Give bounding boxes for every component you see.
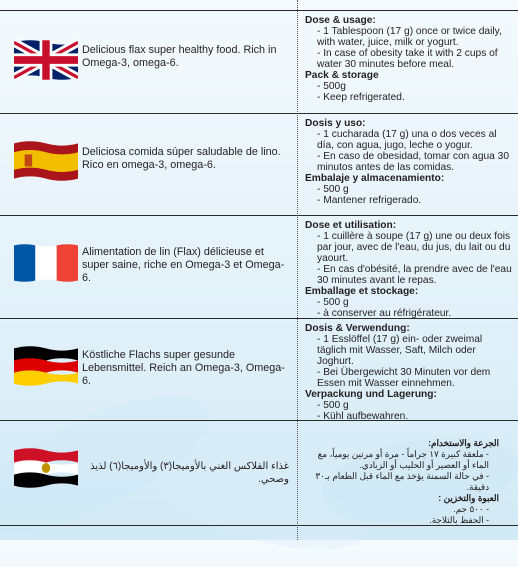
pack-title: Pack & storage xyxy=(305,70,379,81)
usage-info-de xyxy=(305,323,513,422)
tagline-es: Deliciosa comida súper saludable de lino. Rico en omega-3, omega-6. xyxy=(82,146,281,171)
pack-item: - 500 g xyxy=(317,297,349,308)
pack-item: - 500 g xyxy=(317,184,349,195)
row-divider xyxy=(0,113,518,114)
tagline-ar: غذاء الفلاكس الغني بالأوميجا(٣) والأوميجا(٦) لذيذ وصحي. xyxy=(90,461,289,485)
usage-info-ar xyxy=(303,438,499,526)
dose-item: - 1 Tablespoon (17 g) once or twice daily, with water, juice, milk or yogurt. xyxy=(317,26,502,48)
spain-flag-icon xyxy=(14,139,78,183)
dose-item: - En caso de obesidad, tomar con agua 30 minutos antes de las comidas. xyxy=(317,151,509,173)
tagline-en: Delicious flax super healthy food. Rich in Omega-3, omega-6. xyxy=(82,44,277,69)
usage-info-en xyxy=(305,15,513,103)
column-divider xyxy=(297,0,298,540)
france-flag-icon xyxy=(14,241,78,285)
dose-item: - 1 Esslöffel (17 g) ein- oder zweimal täglich mit Wasser, Saft, Milch oder Joghurt. xyxy=(317,334,483,367)
pack-item: - Kühl aufbewahren. xyxy=(317,411,409,422)
usage-info-fr xyxy=(305,220,513,319)
pack-item: - 500 g xyxy=(317,400,349,411)
pack-item: - Keep refrigerated. xyxy=(317,92,405,103)
pack-item: - الحفظ بالثلاجة. xyxy=(429,515,489,525)
germany-flag-icon xyxy=(14,344,78,388)
row-divider xyxy=(0,215,518,216)
dose-title: Dosis y uso: xyxy=(305,118,366,129)
uk-flag-icon xyxy=(14,38,78,82)
usage-info-es xyxy=(305,118,513,206)
row-divider xyxy=(0,10,518,11)
pack-item: - à conserver au réfrigérateur. xyxy=(317,308,452,319)
dose-title: Dosis & Verwendung: xyxy=(305,323,410,334)
dose-item: - 1 cucharada (17 g) una o dos veces al día, con agua, jugo, leche o yogur. xyxy=(317,129,497,151)
dose-item: - 1 cuillère à soupe (17 g) une ou deux fois par jour, avec de l'eau, du jus, du lait ou du yaourt. xyxy=(317,231,511,264)
pack-item: - 500g xyxy=(317,81,346,92)
pack-item: - ٥٠٠ جم. xyxy=(453,504,489,514)
pack-title: Emballage et stockage: xyxy=(305,286,419,297)
pack-title: العبوة والتخزين : xyxy=(438,493,499,503)
dose-title: الجرعة والاستخدام: xyxy=(428,438,499,448)
tagline-fr: Alimentation de lin (Flax) délicieuse et super saine, riche en Omega-3 et Omega-6. xyxy=(82,246,285,284)
tagline-de: Köstliche Flachs super gesunde Lebensmittel. Reich an Omega-3, Omega-6. xyxy=(82,349,285,387)
dose-title: Dose et utilisation: xyxy=(305,220,397,231)
dose-item: - ملعقة كبيرة ١٧ جراماً - مرة أو مرتين يومياً، مع الماء أو العصير أو الحليب أو الزبادي. xyxy=(317,449,489,470)
dose-item: - In case of obesity take it with 2 cups of water 30 minutes before meal. xyxy=(317,48,498,70)
pack-title: Embalaje y almacenamiento: xyxy=(305,173,445,184)
dose-item: - في حالة السمنة يؤخذ مع الماء قبل الطعام بـ٣٠ دقيقة. xyxy=(315,471,489,492)
pack-title: Verpackung und Lagerung: xyxy=(305,389,437,400)
egypt-flag-icon xyxy=(14,446,78,490)
pack-item: - Mantener refrigerado. xyxy=(317,195,422,206)
dose-title: Dose & usage: xyxy=(305,15,376,26)
dose-item: - Bei Übergewicht 30 Minuten vor dem Essen mit Wasser einnehmen. xyxy=(317,367,491,389)
dose-item: - En cas d'obésité, la prendre avec de l'eau 30 minutes avant le repas. xyxy=(317,264,512,286)
